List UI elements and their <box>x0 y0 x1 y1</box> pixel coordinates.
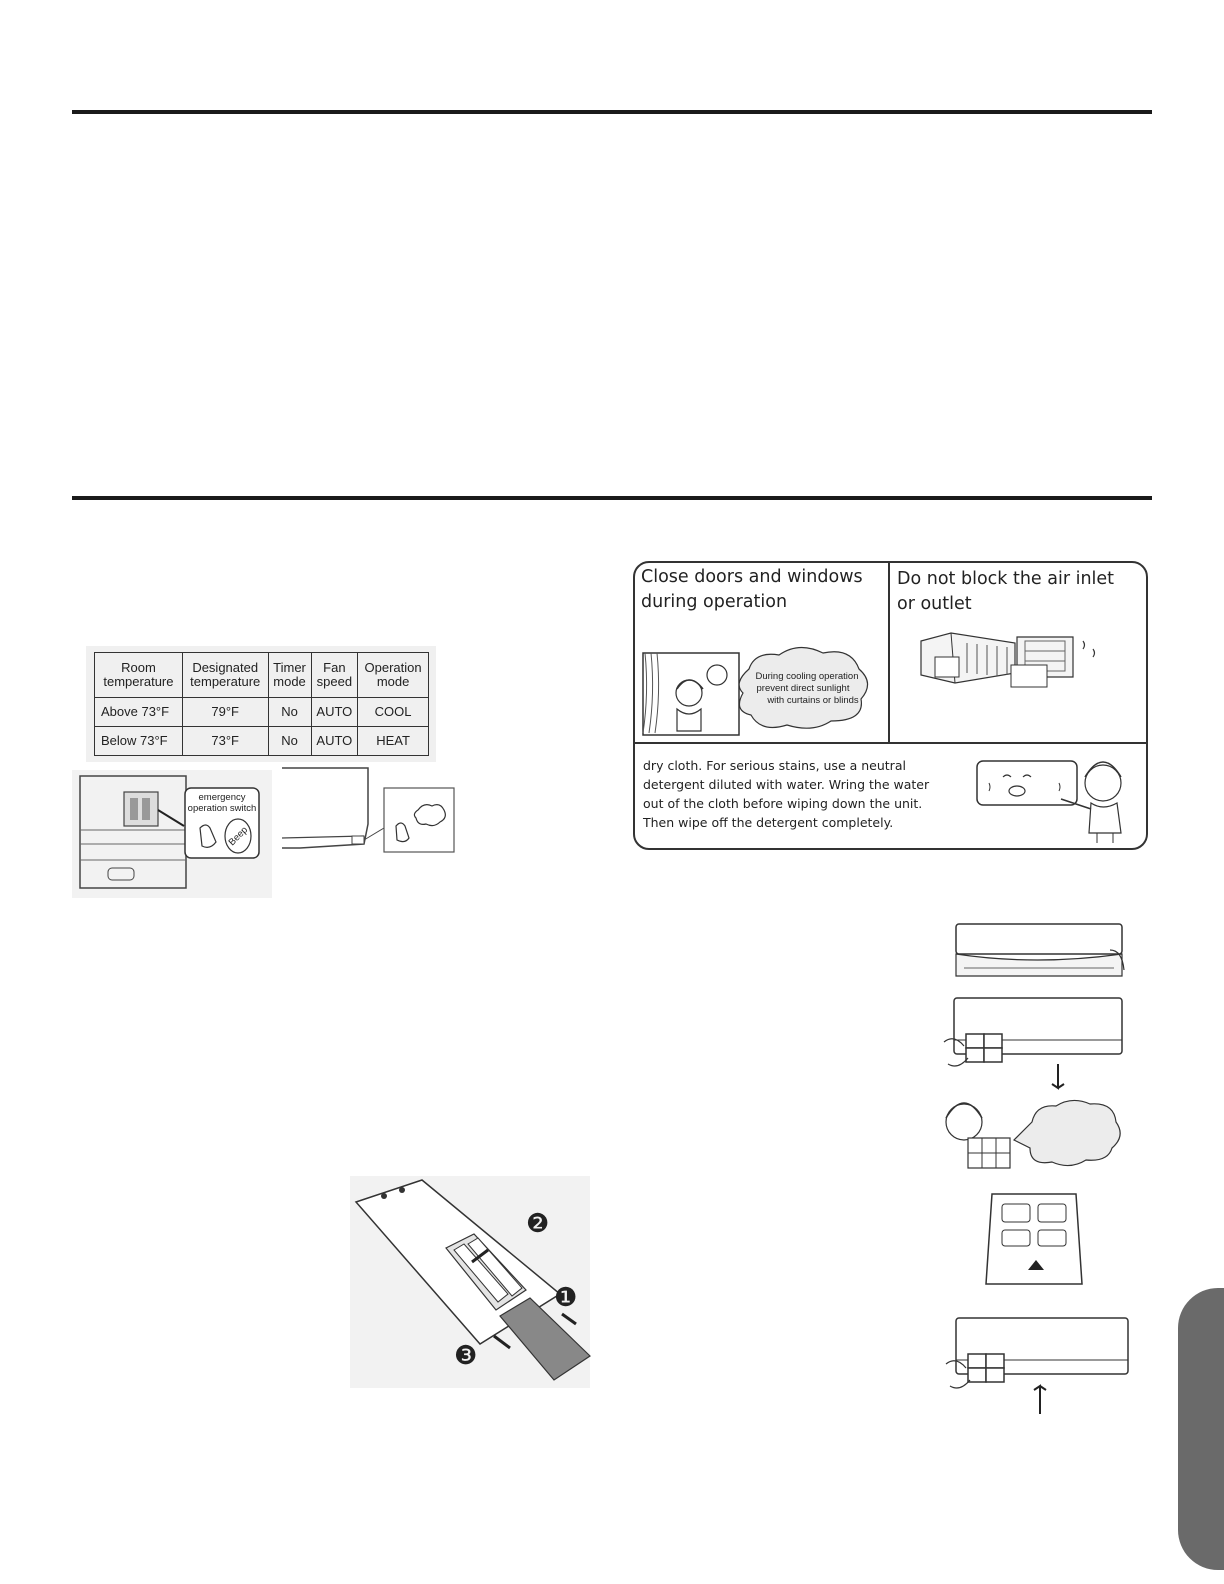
filter-step-reinstall <box>940 1314 1136 1418</box>
tips-horizontal-divider <box>635 742 1146 744</box>
blocked-inlet-illustration <box>917 627 1117 691</box>
chapter-side-tab <box>1178 1288 1224 1570</box>
cleaning-instructions: dry cloth. For serious stains, use a neutral detergent diluted with water. Wring the water out of the cloth before wiping down the unit. Then wipe off the detergent completely. <box>643 758 930 830</box>
step-3-marker: ❸ <box>454 1341 478 1371</box>
table-row <box>95 727 429 756</box>
tips-vertical-divider <box>888 563 890 742</box>
section-rule <box>72 496 1152 500</box>
air-inlet-title: Do not block the air inlet or outlet <box>897 569 1115 614</box>
table-cell: 73°F <box>182 727 268 756</box>
table-cell: 79°F <box>182 698 268 727</box>
filter-step-insert-filter <box>980 1186 1090 1290</box>
filter-step-open-panel <box>950 920 1130 984</box>
sunlight-note-1: During cooling operation <box>755 671 859 682</box>
filter-step-remove-filter <box>940 994 1130 1094</box>
table-cell: COOL <box>358 698 429 727</box>
filter-step-clean-filter <box>940 1098 1120 1172</box>
header-timer-mode: Timer mode <box>268 653 311 698</box>
header-fan-speed: Fan speed <box>311 653 358 698</box>
sunlight-note-3: with curtains or blinds <box>767 695 859 706</box>
table-cell: Below 73°F <box>95 727 183 756</box>
close-doors-title: Close doors and windows during operation <box>641 567 863 612</box>
table-cell: Above 73°F <box>95 698 183 727</box>
table-cell: AUTO <box>311 698 358 727</box>
emergency-label-1: emergency <box>198 792 246 803</box>
wiping-unit-illustration <box>973 747 1143 843</box>
step-1-marker: ❶ <box>554 1283 578 1313</box>
table-cell: AUTO <box>311 727 358 756</box>
top-rule <box>72 110 1152 114</box>
step-2-marker: ❷ <box>526 1209 550 1239</box>
operation-tips-box <box>633 561 1148 850</box>
sunlight-note-2: prevent direct sunlight <box>756 683 850 694</box>
header-designated-temperature: Designated temperature <box>182 653 268 698</box>
emergency-label-2: operation switch <box>187 803 257 814</box>
window-curtain-illustration <box>641 639 885 737</box>
header-room-temperature: Room temperature <box>95 653 183 698</box>
table-header-row <box>95 653 429 698</box>
table-cell: No <box>268 698 311 727</box>
remote-battery-illustration <box>350 1176 590 1388</box>
emergency-mode-table <box>94 652 429 756</box>
header-operation-mode: Operation mode <box>358 653 429 698</box>
table-cell: HEAT <box>358 727 429 756</box>
table-cell: No <box>268 727 311 756</box>
emergency-switch-illustration <box>72 770 272 898</box>
table-row <box>95 698 429 727</box>
beep-label: Beep <box>226 824 251 849</box>
indoor-unit-button-illustration <box>280 766 456 858</box>
